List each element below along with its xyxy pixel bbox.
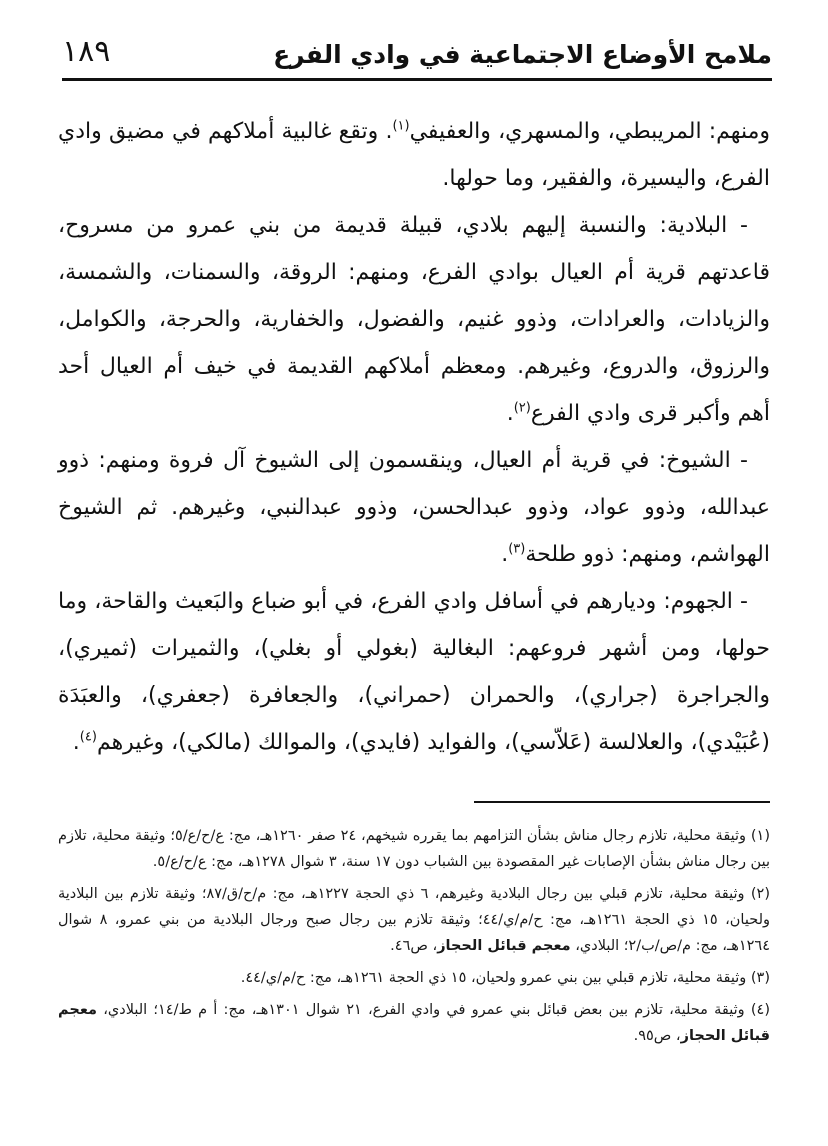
footnote-ref: (١) bbox=[392, 118, 410, 134]
book-title: معجم قبائل الحجاز bbox=[58, 1002, 770, 1044]
footnote-text: ، ص٩٥. bbox=[633, 1028, 681, 1044]
main-text bbox=[58, 108, 770, 766]
footnote-divider bbox=[474, 801, 770, 803]
footnote-ref: (٢) bbox=[513, 400, 531, 416]
paragraph-text: - الشيوخ: في قرية أم العيال، وينقسمون إلى الشيوخ آل فروة ومنهم: ذوو عبدالله، وذوو عواد، وذوو عبدالحسن، وذوو عبدالنبي، وغيرهم. ثم الشيوخ الهواشم، ومنهم: ذوو طلحة bbox=[58, 448, 770, 567]
paragraph-text: . وتقع غالبية أملاكهم في مضيق وادي الفرع، واليسيرة، والفقير، وما حولها. bbox=[58, 119, 770, 191]
paragraph-end: . bbox=[506, 401, 514, 426]
paragraph-3 bbox=[58, 437, 770, 578]
paragraph-end: . bbox=[72, 730, 80, 755]
paragraph-text: - البلادية: والنسبة إليهم بلادي، قبيلة قديمة من بني عمرو من مسروح، قاعدتهم قرية أم العيال بوادي الفرع، ومنهم: الروقة، والسمنات، والشمسة، والزيادات، والعرادات، وذوو غنيم، والفضول، والخفارية، والحرجة، والكوامل، والرزوق، والدروع، وغيرهم. ومعظم أملاكهم القديمة في خيف أم العيال أحد أهم وأكبر قرى وادي الفرع bbox=[58, 213, 770, 426]
footnote-text: ، ص٤٦. bbox=[390, 938, 438, 954]
footnote-3: (٣) وثيقة محلية، تلازم قبلي بين بني عمرو ولحيان، ١٥ ذي الحجة ١٢٦١هـ، مج: ح/م/ي/٤٤. bbox=[240, 970, 770, 986]
paragraph-1 bbox=[58, 108, 770, 202]
footnote-2 bbox=[58, 881, 770, 959]
paragraph-4 bbox=[58, 578, 770, 766]
paragraph-2 bbox=[58, 202, 770, 437]
paragraph-end: . bbox=[501, 542, 509, 567]
footnotes bbox=[58, 823, 770, 1055]
page-header bbox=[62, 34, 772, 81]
paragraph-text: - الجهوم: وديارهم في أسافل وادي الفرع، في أبو ضباع والبَعيث والقاحة، وما حولها، ومن أشهر فروعهم: البغالية (بغولي أو بغلي)، والثميرات (ثميري)، والجراجرة (جراري)، والحمران (حمراني)، والجعافرة (جعفري)، والعبَدَة (عُبَيْدي)، والعلالسة (عَلاّسي)، والفوايد (فايدي)، والموالك (مالكي)، وغيرهم bbox=[58, 589, 770, 755]
paragraph-text: ومنهم: المريبطي، والمسهري، والعفيفي bbox=[409, 119, 770, 144]
footnote-text: (٤) وثيقة محلية، تلازم بين بعض قبائل بني عمرو في وادي الفرع، ٢١ شوال ١٣٠١هـ، مج: أ م ط/١٤؛ البلادي، bbox=[103, 1002, 770, 1018]
footnote-4 bbox=[58, 997, 770, 1049]
footnote-text: (٢) وثيقة محلية، تلازم قبلي بين رجال البلادية وغيرهم، ٦ ذي الحجة ١٢٢٧هـ، مج: م/ح/ق/٨٧؛ وثيقة تلازم بين البلادية ولحيان، ١٥ ذي الحجة ١٢٦١هـ، مج: ح/م/ي/٤٤؛ وثيقة تلازم بين رجال صبح ورجال البلادية من بني عمرو، ٨ شوال ١٢٦٤هـ، مج: م/ص/ب/٢؛ البلادي، bbox=[58, 886, 770, 954]
footnote-ref: (٣) bbox=[508, 541, 526, 557]
running-title: ملامح الأوضاع الاجتماعية في وادي الفرع bbox=[273, 40, 772, 69]
footnote-ref: (٤) bbox=[79, 729, 97, 745]
book-title: معجم قبائل الحجاز bbox=[437, 938, 571, 954]
footnote-1: (١) وثيقة محلية، تلازم رجال مناش بشأن التزامهم بما يقرره شيخهم، ٢٤ صفر ١٢٦٠هـ، مج: ع/ح/ع/٥؛ وثيقة محلية، تلازم بين رجال مناش بشأن الإصابات غير المقصودة بين الشباب دون ١٧ سنة، ٣ شوال ١٢٧٨هـ، مج: ع/ح/ع/٥. bbox=[58, 828, 770, 870]
page-number: ١٨٩ bbox=[62, 34, 111, 69]
